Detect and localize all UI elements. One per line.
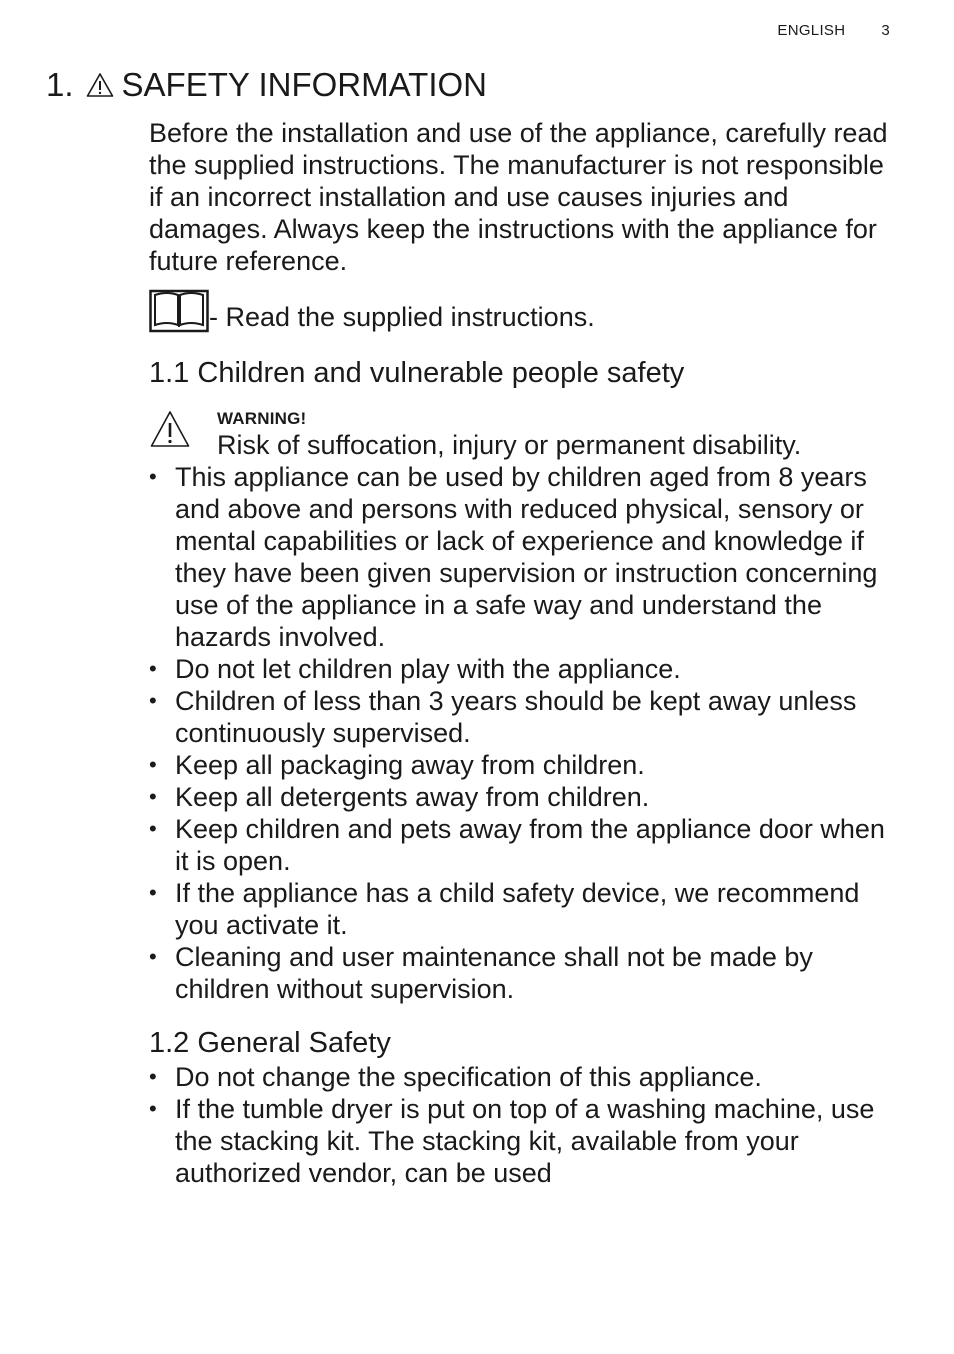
list-item: • Keep children and pets away from the appliance door when it is open. — [149, 813, 899, 877]
read-instructions-text: - Read the supplied instructions. — [209, 302, 595, 332]
language-label: ENGLISH — [777, 22, 846, 39]
warning-block — [149, 409, 899, 461]
list-item: • If the tumble dryer is put on top of a washing machine, use the stacking kit. The stacking kit, available from your authorized vendor, can be used — [149, 1093, 899, 1189]
list-item: • This appliance can be used by children aged from 8 years and above and persons with reduced physical, sensory or mental capabilities or lack of experience and knowledge if they have been given supervision or instruction concerning use of the appliance in a safe way and understand the hazards involved. — [149, 461, 899, 653]
book-icon — [149, 287, 209, 333]
children-safety-list — [149, 461, 899, 1005]
list-item: • Cleaning and user maintenance shall not be made by children without supervision. — [149, 941, 899, 1005]
list-item: • Do not change the specification of this appliance. — [149, 1061, 899, 1093]
page-number: 3 — [881, 22, 890, 39]
general-safety-heading: 1.2 General Safety — [149, 1027, 391, 1059]
list-item: • Children of less than 3 years should be kept away unless continuously supervised. — [149, 685, 899, 749]
warning-text: Risk of suffocation, injury or permanent disability. — [217, 430, 802, 460]
list-item: • If the appliance has a child safety device, we recommend you activate it. — [149, 877, 899, 941]
intro-paragraph: Before the installation and use of the appliance, carefully read the supplied instructions. The manufacturer is not responsible if an incorrect installation and use causes injuries and damages. Always keep the instructions with the appliance for future reference. — [149, 118, 888, 276]
list-item: • Do not let children play with the appliance. — [149, 653, 899, 685]
warning-label: WARNING! — [217, 409, 307, 428]
section-number: 1. — [46, 66, 74, 103]
list-item: • Keep all detergents away from children. — [149, 781, 899, 813]
general-safety-list — [149, 1061, 899, 1189]
read-instructions-row — [149, 287, 899, 333]
children-safety-heading: 1.1 Children and vulnerable people safety — [149, 357, 685, 389]
section-title-text: SAFETY INFORMATION — [121, 66, 487, 103]
page-header — [777, 22, 890, 39]
section-title — [46, 66, 487, 104]
list-item: • Keep all packaging away from children. — [149, 749, 899, 781]
warning-triangle-icon — [86, 72, 114, 98]
main-content — [149, 117, 899, 1189]
warning-triangle-icon — [149, 409, 191, 449]
